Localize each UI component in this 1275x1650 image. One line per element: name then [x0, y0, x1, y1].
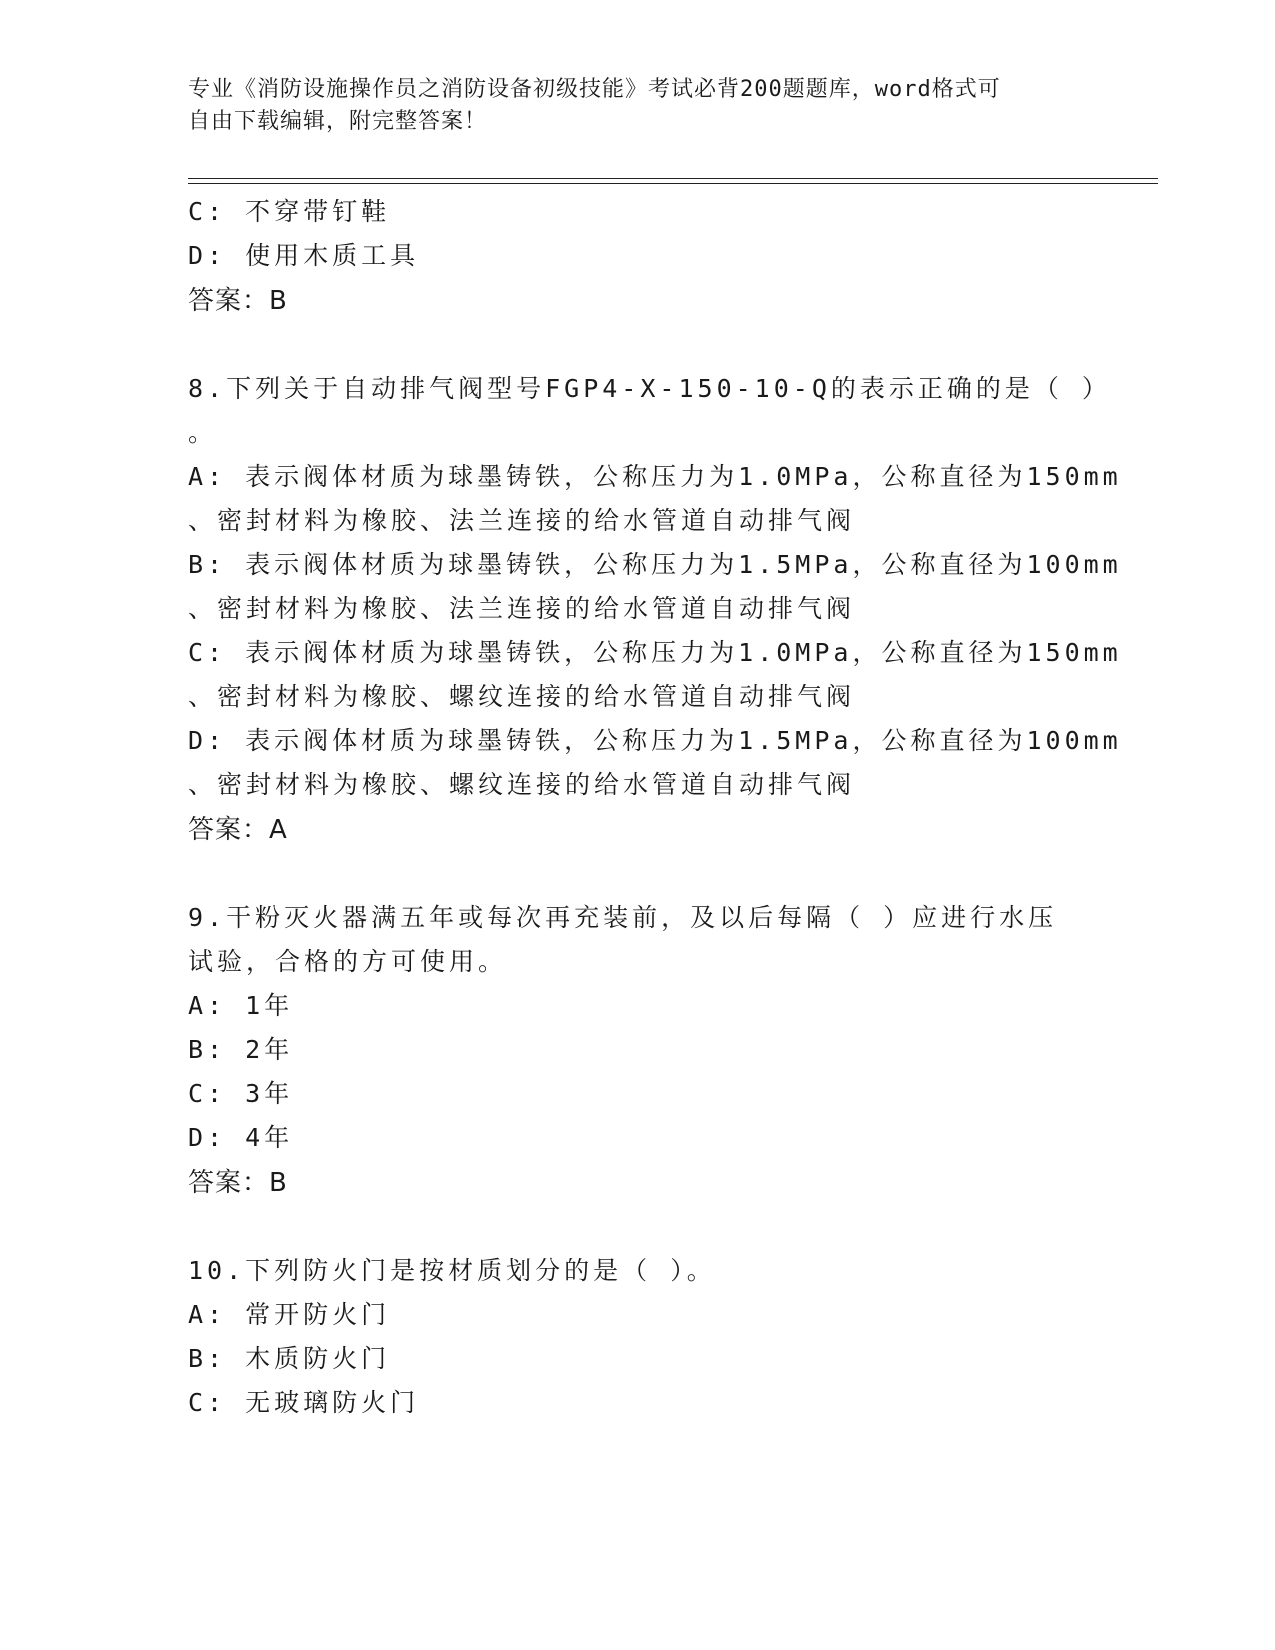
q9-stem-line-1: 9.干粉灭火器满五年或每次再充装前，及以后每隔（ ）应进行水压: [188, 903, 1058, 932]
q9-answer: 答案：B: [188, 1168, 288, 1198]
q8-option-b-line-2: 、密封材料为橡胶、法兰连接的给水管道自动排气阀: [188, 594, 856, 623]
q8-stem-line-2: 。: [188, 418, 218, 447]
q8-option-c-line-2: 、密封材料为橡胶、螺纹连接的给水管道自动排气阀: [188, 682, 856, 711]
header-rule-bottom: [188, 183, 1158, 184]
q8-answer: 答案：A: [188, 815, 288, 845]
document-header: [188, 74, 1088, 138]
header-line-1: 专业《消防设施操作员之消防设备初级技能》考试必背200题题库，word格式可: [188, 77, 1001, 102]
q7-answer: 答案：B: [188, 286, 288, 316]
q8-option-b-line-1: B: 表示阀体材质为球墨铸铁，公称压力为1.5MPa，公称直径为100mm: [188, 550, 1122, 579]
q8-option-c-line-1: C: 表示阀体材质为球墨铸铁，公称压力为1.0MPa，公称直径为150mm: [188, 638, 1122, 667]
q9-option-c: C: 3年: [188, 1079, 294, 1108]
q8-stem-line-1: 8.下列关于自动排气阀型号FGP4-X-150-10-Q的表示正确的是（ ）: [188, 374, 1111, 403]
q9-option-b: B: 2年: [188, 1035, 294, 1064]
q7-option-c: C: 不穿带钉鞋: [188, 197, 391, 226]
q10-option-a: A: 常开防火门: [188, 1300, 391, 1329]
q9-stem-line-2: 试验，合格的方可使用。: [188, 947, 508, 976]
q10-option-c: C: 无玻璃防火门: [188, 1388, 420, 1417]
header-line-2: 自由下载编辑，附完整答案！: [188, 109, 488, 134]
q8-option-a-line-2: 、密封材料为橡胶、法兰连接的给水管道自动排气阀: [188, 506, 856, 535]
q9-option-a: A: 1年: [188, 991, 294, 1020]
q10-option-b: B: 木质防火门: [188, 1344, 391, 1373]
q10-stem: 10.下列防火门是按材质划分的是（ ）。: [188, 1256, 716, 1285]
q9-option-d: D: 4年: [188, 1123, 294, 1152]
q8-option-d-line-2: 、密封材料为橡胶、螺纹连接的给水管道自动排气阀: [188, 770, 856, 799]
q8-option-d-line-1: D: 表示阀体材质为球墨铸铁，公称压力为1.5MPa，公称直径为100mm: [188, 726, 1122, 755]
q7-option-d: D: 使用木质工具: [188, 241, 420, 270]
q8-option-a-line-1: A: 表示阀体材质为球墨铸铁，公称压力为1.0MPa，公称直径为150mm: [188, 462, 1122, 491]
header-rule-top: [188, 178, 1158, 179]
